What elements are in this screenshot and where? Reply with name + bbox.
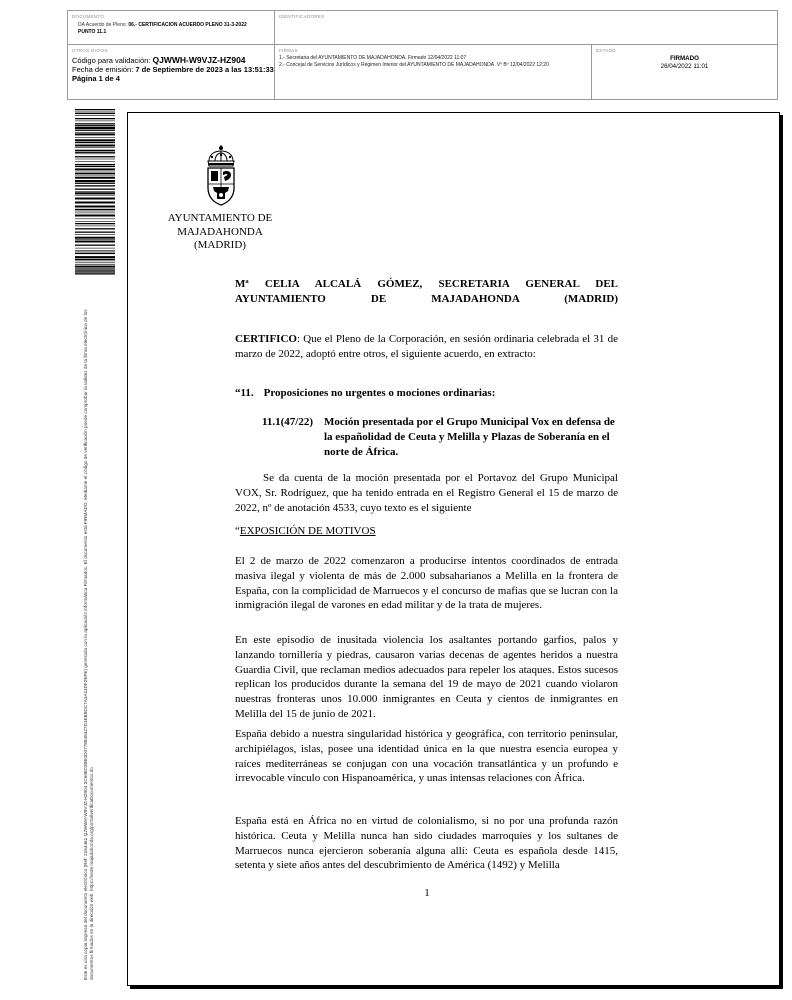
estado-cell xyxy=(592,45,777,100)
barcode-bar xyxy=(75,228,115,229)
barcode-icon xyxy=(75,109,115,275)
validation-code-prefix: Código para validación: xyxy=(72,56,151,65)
barcode-bar xyxy=(75,221,115,222)
letterhead-line-3: (MADRID) xyxy=(194,239,246,251)
barcode-bar xyxy=(75,245,115,246)
barcode-bar xyxy=(75,142,115,143)
barcode-bar xyxy=(75,266,115,268)
barcode-bar xyxy=(75,273,115,274)
page-count: Página 1 de 4 xyxy=(72,74,120,84)
estado-date: 26/04/2022 11:01 xyxy=(660,63,709,70)
barcode-bar xyxy=(75,159,115,160)
paragraph-3: España debido a nuestra singularidad histórica y geográfica, con territorio peninsular, archipiélagos, islas, posee una identidad única en la que nuestra esencia europea y raíces mediterráneas se conjugan con una vocación transatlántica y un profundo e irrevocable vínculo con Hispanoamérica, y unas intensas relaciones con África. xyxy=(235,728,618,785)
barcode-bar xyxy=(75,183,115,184)
barcode-bar xyxy=(75,109,115,110)
estado-value: FIRMADO xyxy=(670,55,699,62)
paragraph-4: España está en África no en virtud de colonialismo, si no por una profunda razón histórica. Ceuta y Melilla nunca han sido ciudades marroquíes y los sultanes de Marruecos nunca ejercieron soberanía alguna allí: Ceuta es española desde 1415, setenta y siete años antes del descubrimiento de América (1492) y Melilla xyxy=(235,815,618,872)
barcode-bar xyxy=(75,154,115,155)
documento-cell xyxy=(68,11,275,45)
paragraph-2: En este episodio de inusitada violencia los asaltantes portando garfios, palos y lanzando tornillería y piedras, causaron varias decenas de agentes heridos a nuestra Guardia Civil, que reclaman medios adecuados para repeler los ataques. Estos sucesos replican los producidos durante la semana del 19 de mayo de 2021 cuando violaron nuestras fronteras unos 10.000 inmigrantes en Ceuta y cientos de inmigrantes en Melilla del 15 de junio de 2021. xyxy=(235,634,618,720)
barcode-bar xyxy=(75,202,115,204)
letterhead xyxy=(150,212,290,253)
certifico-label: CERTIFICO xyxy=(235,333,297,345)
emission-date-line xyxy=(72,65,274,74)
paragraph-1: El 2 de marzo de 2022 comenzaron a producirse intentos coordinados de entrada masiva ilegal y violenta de más de 2.000 subsaharianos a Melilla en la frontera de España, con la complicidad de Marruecos y el concurso de mafias que se lucran con la inmigración ilegal de varones en edad militar y de la trata de mujeres. xyxy=(235,555,618,612)
barcode-bar xyxy=(75,215,115,217)
barcode-bar xyxy=(75,226,115,227)
barcode-bar xyxy=(75,166,115,167)
barcode-bar xyxy=(75,185,115,186)
motion-number: 11.1(47/22) xyxy=(262,416,314,428)
barcode-bar xyxy=(75,139,115,141)
barcode-bar xyxy=(75,256,115,258)
barcode-bar xyxy=(75,130,115,131)
firma-2: 2.- Concejal de Servicios Jurídicos y Régimen Interior del AYUNTAMIENTO DE MAJADAHONDA. Vº Bº 12/04/2022 12:20 xyxy=(279,62,549,69)
page-number: 1 xyxy=(424,887,430,899)
barcode-bar xyxy=(75,172,115,173)
barcode-bar xyxy=(75,191,115,192)
barcode-bar xyxy=(75,150,115,151)
motion-heading xyxy=(262,415,618,459)
exposicion-title: EXPOSICIÓN DE MOTIVOS xyxy=(239,525,376,537)
barcode-bar xyxy=(75,268,115,269)
barcode-bar xyxy=(75,250,115,251)
barcode-bar xyxy=(75,137,115,138)
documento-title: 06.- CERTIFICACION ACUERDO PLENO 31-3-2022 xyxy=(128,22,247,28)
barcode-bar xyxy=(75,206,115,208)
documento-prefix: DA Acuerdo de Pleno: xyxy=(78,22,127,28)
otros-datos-cell xyxy=(68,45,275,100)
barcode-bar xyxy=(75,239,115,240)
documento-label: DOCUMENTO xyxy=(72,14,105,19)
firmas-label: FIRMAS xyxy=(279,48,298,53)
barcode-bar xyxy=(75,264,115,265)
barcode-bar xyxy=(75,168,115,170)
verification-side-note: Este es una copia impresa del documento electrónico (Ref: 2154461 QJWWH-W9VJZ-HZ904 2C69E02BE0D0778848427D1EB9DC7A3A11DF2EFE) generada con la aplicación informática Firmadoc. El documento está FIRMADO. Mediante el código de verificación puede comprobar la validez de la firma electrónica de los documentos firmados en la dirección web: https://sede.majadahonda.org/portal/verificaDocumentos.do xyxy=(83,309,95,980)
barcode-bar xyxy=(75,175,115,176)
barcode-bar xyxy=(75,180,115,182)
barcode-bar xyxy=(75,234,115,235)
otros-datos-label: OTROS DATOS xyxy=(72,48,108,53)
barcode-bar xyxy=(75,211,115,212)
barcode-bar xyxy=(75,253,115,254)
intro-paragraph: Se da cuenta de la moción presentada por el Portavoz del Grupo Municipal VOX, Sr. Rodríguez, que ha tenido entrada en el Registro General el 15 de marzo de 2022, nº de anotación 4533, cuyo texto es el siguiente xyxy=(235,472,618,514)
barcode-bar xyxy=(75,164,115,165)
barcode-bar xyxy=(75,125,115,126)
identificadores-label: IDENTIFICADORES xyxy=(279,14,325,19)
section-heading xyxy=(235,386,618,401)
barcode-bar xyxy=(75,269,115,270)
barcode-bar xyxy=(75,248,115,249)
barcode-bar xyxy=(75,259,115,260)
identificadores-cell xyxy=(275,11,777,45)
barcode-bar xyxy=(75,219,115,220)
barcode-bar xyxy=(75,237,115,239)
barcode-bar xyxy=(75,147,115,148)
barcode-bar xyxy=(75,252,115,253)
certifico-paragraph xyxy=(235,332,618,362)
estado-label: ESTADO xyxy=(596,48,616,53)
barcode-bar xyxy=(75,121,115,122)
barcode-bar xyxy=(75,118,115,119)
emission-date-prefix: Fecha de emisión: xyxy=(72,65,134,75)
barcode-bar xyxy=(75,127,115,129)
exposicion-quote: “ xyxy=(235,525,240,537)
document-metadata-header xyxy=(67,10,778,100)
barcode-bar xyxy=(75,198,115,200)
emission-date: 7 de Septiembre de 2023 a las 13:51:33 xyxy=(135,65,274,75)
barcode-bar xyxy=(75,173,115,174)
firmas-cell xyxy=(275,45,592,100)
barcode-bar xyxy=(75,177,115,179)
barcode-bar xyxy=(75,133,115,135)
barcode-bar xyxy=(75,112,115,113)
barcode-bar xyxy=(75,189,115,190)
coat-of-arms-icon xyxy=(203,144,239,206)
barcode-bar xyxy=(75,241,115,243)
barcode-bar xyxy=(75,261,115,262)
barcode-bar xyxy=(75,152,115,153)
barcode-bar xyxy=(75,113,115,114)
barcode-bar xyxy=(75,156,115,157)
barcode-bar xyxy=(75,192,115,194)
letterhead-line-2: MAJADAHONDA xyxy=(177,225,263,238)
section-title: Proposiciones no urgentes o mociones ordinarias: xyxy=(263,387,496,399)
barcode-bar xyxy=(75,232,115,233)
motion-title: Moción presentada por el Grupo Municipal Vox en defensa de la españolidad de Ceuta y Melilla y Plazas de Soberanía en el norte de África. xyxy=(324,416,615,458)
barcode-bar xyxy=(75,145,115,147)
barcode-bar xyxy=(75,209,115,210)
certifico-text: : Que el Pleno de la Corporación, en sesión ordinaria celebrada el 31 de marzo de 2022, adoptó entre otros, el siguiente acuerdo, en extracto: xyxy=(235,333,618,360)
certificate-heading: Mª CELIA ALCALÁ GÓMEZ, SECRETARIA GENERAL DEL AYUNTAMIENTO DE MAJADAHONDA (MADRID) xyxy=(235,278,618,305)
barcode-bar xyxy=(75,195,115,196)
barcode-bar xyxy=(75,161,115,162)
barcode-bar xyxy=(75,132,115,133)
barcode-bar xyxy=(75,123,115,124)
otros-datos-content xyxy=(72,56,274,84)
documento-punto: PUNTO 11.1 xyxy=(78,29,107,35)
section-number: “11. xyxy=(235,387,254,399)
validation-code[interactable]: QJWWH-W9VJZ-HZ904 xyxy=(152,55,246,65)
validation-code-line xyxy=(72,56,274,65)
barcode-bar xyxy=(75,115,115,116)
exposicion-heading xyxy=(235,524,618,539)
firmas-list xyxy=(279,55,585,70)
documento-line xyxy=(78,22,247,28)
barcode-bar xyxy=(75,223,115,224)
barcode-bar xyxy=(75,263,115,264)
firma-1: 1.- Secretaria del AYUNTAMIENTO DE MAJADAHONDA. Firmado 12/04/2022 11:07 xyxy=(279,55,467,61)
barcode-bar xyxy=(75,213,115,214)
letterhead-line-1: AYUNTAMIENTO DE xyxy=(167,212,273,224)
barcode-bar xyxy=(75,271,115,272)
